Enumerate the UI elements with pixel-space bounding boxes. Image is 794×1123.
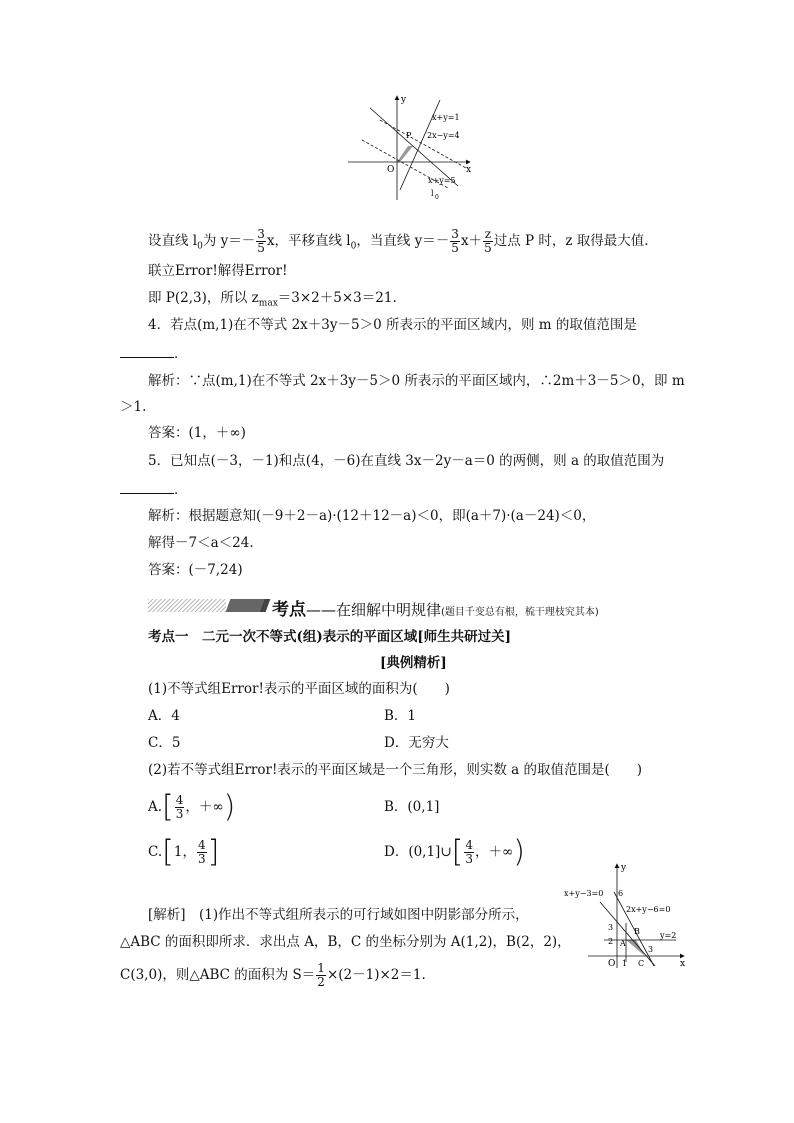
line-x-plus-y-5 — [380, 120, 466, 168]
svg-text:1: 1 — [622, 959, 628, 968]
example-2-option-d: D．(0,1]∪[ $\frac{4}{3}$ ，＋∞) — [384, 834, 525, 870]
solution-para-3: C(3,0)，则△ABC 的面积为 S＝ $\frac{1}{2}$ ×(2－1)×2＝1. — [120, 961, 426, 989]
svg-text:l: l — [431, 189, 434, 198]
question-4-answer: 答案：(1，＋∞) — [148, 425, 246, 441]
svg-text:6: 6 — [618, 889, 624, 898]
example-1-option-a: A．4 — [148, 708, 180, 724]
example-1-option-d: D．无穷大 — [384, 735, 449, 751]
svg-text:x+y=1: x+y=1 — [432, 113, 460, 122]
svg-text:3: 3 — [608, 923, 614, 932]
question-4-analysis: 解析：∵点(m,1)在不等式 2x＋3y－5＞0 所表示的平面区域内，∴2m＋3－5＞0，即 m — [148, 373, 685, 389]
shaded-region — [397, 146, 413, 162]
svg-text:O: O — [387, 165, 395, 175]
solution-para-2: △ABC 的面积即所求．求出点 A，B，C 的坐标分别为 A(1,2)，B(2，2)， — [120, 934, 571, 950]
solution-line-2: 联立Error!解得Error! — [148, 263, 288, 279]
question-5-analysis-cont: 解得－7＜a＜24. — [148, 535, 254, 551]
example-2-option-b: B．(0,1] — [384, 799, 440, 815]
example-1-stem: (1)不等式组Error!表示的平面区域的面积为( ) — [148, 681, 450, 697]
svg-text:2x−y=4: 2x−y=4 — [427, 131, 460, 140]
question-5-analysis: 解析：根据题意知(－9＋2－a)·(12＋12－a)＜0，即(a＋7)·(a－24)＜0， — [148, 508, 596, 524]
svg-text:x: x — [466, 165, 472, 175]
example-1-option-c: C．5 — [148, 735, 181, 751]
svg-text:y=2: y=2 — [660, 931, 677, 940]
question-4-blank: ． — [120, 345, 188, 363]
feasible-region-graph-1 — [340, 92, 480, 204]
triangle-abc — [626, 940, 645, 956]
section-heading: 考点一 二元一次不等式(组)表示的平面区域[师生共研过关] — [148, 629, 512, 645]
feasible-region-graph-2 — [560, 858, 690, 970]
svg-text:y: y — [621, 863, 627, 873]
svg-text:x: x — [680, 959, 686, 969]
banner-title: 考点 — [272, 600, 306, 620]
svg-text:A: A — [620, 939, 626, 948]
svg-text:B: B — [634, 927, 640, 936]
solution-line-1: 设直线 $l_0$为 y＝－ $\frac{3}{5}$ x，平移直线 $l_0$，当直线 y＝－ $\frac{3}{5}$ x＋ $\frac{z}{5}$ 过点 P 时，z 取得最大值. — [148, 227, 649, 255]
banner-note: (题目千变总有根，梳干理枝究其本) — [441, 607, 599, 618]
svg-text:C: C — [638, 959, 645, 968]
question-5-blank: ． — [120, 481, 188, 499]
example-2-option-c: C.[1， $\frac{4}{3}$ ] — [148, 834, 220, 870]
section-banner: 考点——在细解中明规律(题目千变总有根，梳干理枝究其本) — [148, 596, 676, 614]
section-subheading: [典例精析] — [380, 655, 447, 671]
svg-text:O: O — [608, 959, 616, 969]
question-4-analysis-cont: ＞1. — [120, 399, 147, 415]
question-5-answer: 答案：(－7,24) — [148, 562, 243, 578]
solution-line-3: 即 P(2,3)，所以 $z_{max}=3\times 2+5\times 3=21$. — [148, 290, 397, 309]
svg-text:P: P — [406, 131, 412, 140]
solution-para-1: [解析] (1)作出不等式组所表示的可行域如图中阴影部分所示， — [148, 907, 529, 923]
example-2-option-a: A.[ $\frac{4}{3}$ ，＋∞) — [148, 789, 236, 825]
svg-text:x+y−3=0: x+y−3=0 — [564, 889, 604, 898]
question-4: 4．若点(m,1)在不等式 2x＋3y－5＞0 所表示的平面区域内，则 m 的取值范围是 — [148, 317, 637, 333]
svg-text:2: 2 — [608, 937, 614, 946]
banner-subtitle: 在细解中明规律 — [336, 601, 442, 619]
svg-text:x+y=5: x+y=5 — [428, 176, 456, 185]
svg-text:y: y — [401, 95, 407, 105]
svg-text:2x+y−6=0: 2x+y−6=0 — [626, 905, 671, 914]
svg-text:3: 3 — [648, 945, 654, 954]
example-2-stem: (2)若不等式组Error!表示的平面区域是一个三角形，则实数 a 的取值范围是( ) — [148, 762, 643, 778]
example-1-option-b: B．1 — [384, 708, 417, 724]
question-5: 5．已知点(－3，－1)和点(4，－6)在直线 3x－2y－a＝0 的两侧，则 a 的取值范围为 — [148, 453, 665, 469]
svg-text:0: 0 — [435, 194, 439, 201]
